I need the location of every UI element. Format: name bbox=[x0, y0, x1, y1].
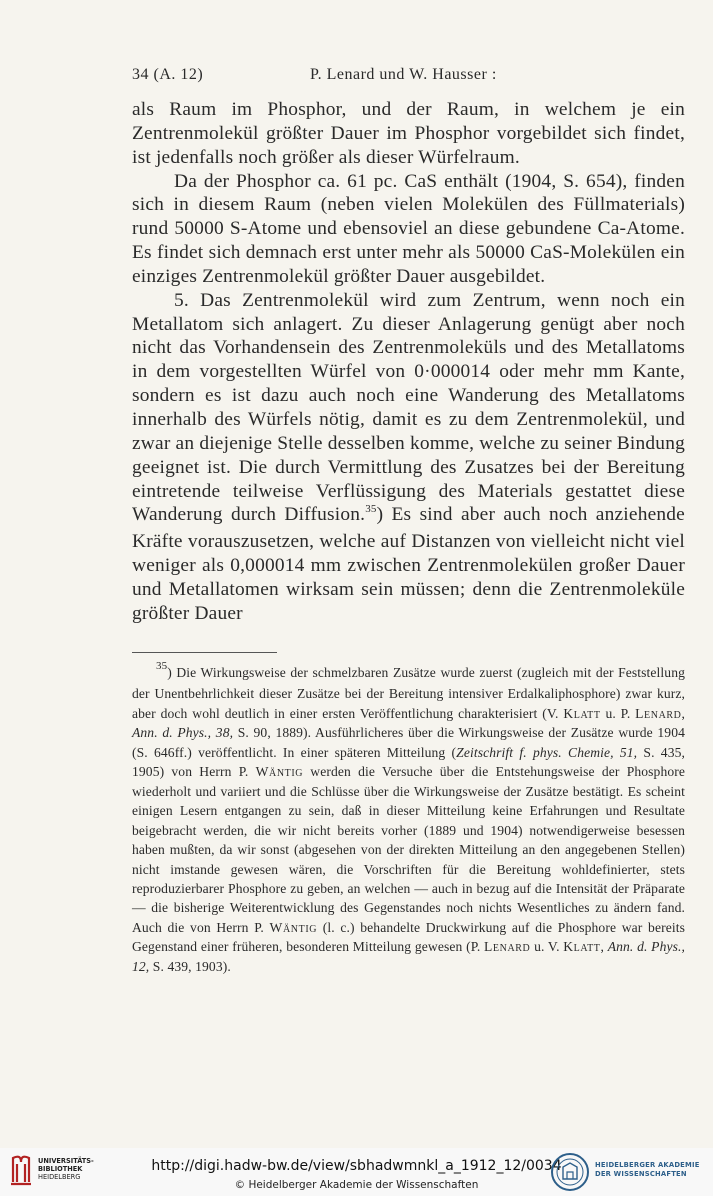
footnote-marker: 35 bbox=[156, 660, 168, 672]
paragraph-3-text-a: 5. Das Zentrenmolekül wird zum Zentrum, wenn noch ein Metallatom sich anlagert. Zu dieser Anlagerung genügt aber noch nicht das Vorhandensein des Zentrenmoleküls und des Metallatoms in dem vorgestellten Würfel von 0·000014 oder mehr mm Kante, sondern es ist dazu auch noch eine Wanderung des Metallatoms innerhalb des Würfels nötig, damit es zu dem Zentrenmolekül, und zwar an diejenige Stelle desselben komme, welche zu seiner Bindung geeignet ist. Die durch Vermittlung des Zusatzes bei der Bereitung eintretende teilweise Verflüssigung des Materials gestattet diese Wanderung durch Diffusion. bbox=[132, 289, 685, 526]
copyright-notice: © Heidelberger Akademie der Wissenschaften bbox=[234, 1179, 479, 1191]
footnote-text: S. 435, 1905) von Herrn P. bbox=[132, 744, 685, 780]
footnote-35 bbox=[132, 660, 686, 976]
author-name: Wäntig bbox=[255, 764, 304, 780]
author-name: Lenard bbox=[484, 939, 531, 955]
library-name-text: UNIVERSITÄTS- BIBLIOTHEK bbox=[38, 1157, 94, 1173]
footnote-text: , bbox=[681, 705, 686, 721]
paragraph-3 bbox=[132, 289, 685, 626]
permalink-url[interactable]: http://digi.hadw-bw.de/view/sbhadwmnkl_a_1912_12/0034 bbox=[151, 1158, 562, 1174]
citation: Ann. d. Phys., 12, bbox=[132, 939, 685, 974]
footnote-text: (l. c.) behandelte Druckwirkung auf die Phosphore war bereits Gegenstand einer früheren, besonderen Mitteilung gewesen (P. bbox=[132, 919, 685, 955]
academy-name[interactable] bbox=[595, 1161, 700, 1179]
paragraph-3-text-b: ) Es sind aber auch noch anziehende Kräfte vorauszusetzen, welche auf Distanzen von vielleicht nicht viel weniger als 0,000014 mm zwischen Zentrenmolekülen großer Dauer und Metallatomen wirksam sein müssen; denn die Zentrenmoleküle größter Dauer bbox=[132, 504, 685, 624]
footnote-reference[interactable]: 35 bbox=[365, 503, 377, 516]
academy-seal-icon[interactable] bbox=[550, 1152, 590, 1192]
footnote-text: ) Die Wirkungsweise der schmelzbaren Zusätze wurde zuerst (zugleich mit der Feststellung der Unentbehrlichkeit dieser Zusätze bei der Bereitung intensiver Erdalkaliphosphore) zwar kurz, aber doch wohl deutlich in einer ersten Veröffentlichung charakterisiert (V. bbox=[132, 665, 685, 721]
author-name: Wäntig bbox=[269, 919, 318, 935]
author-name: Lenard bbox=[635, 705, 682, 721]
author-name: Klatt bbox=[563, 939, 601, 955]
footnote-text: S. 439, 1903). bbox=[149, 958, 231, 974]
paragraph-1: als Raum im Phosphor, und der Raum, in welchem je ein Zentrenmolekül größter Dauer im Phosphor vorgebildet sich findet, ist jedenfalls noch größer als dieser Würfelraum. bbox=[132, 99, 685, 168]
paragraph-2: Da der Phosphor ca. 61 pc. CaS enthält (1904, S. 654), finden sich in diesem Raum (neben vielen Molekülen des Füllmaterials) rund 50000 S-Atome und ebensoviel an diese gebundene Ca-Atome. Es findet sich demnach erst unter mehr als 50000 CaS-Molekülen ein einziges Zentrenmolekül größter Dauer ausgebildet. bbox=[132, 170, 685, 287]
footnote bbox=[132, 660, 686, 976]
library-city: HEIDELBERG bbox=[38, 1173, 81, 1181]
citation: Zeitschrift f. phys. Chemie, 51, bbox=[456, 744, 638, 760]
footnote-text: , bbox=[600, 939, 608, 955]
footnote-text: werden die Versuche über die Entstehungsweise der Phosphore wiederholt und variiert und die Schlüsse über die Wirkungsweise der Zusätze bestätigt. Es scheint einigen Lesern entgangen zu sein, daß in dieser Mitteilung keine Erfahrungen und Resultate beigebracht werden, die wir nicht bereits vorher (1889 und 1904) notwendigerweise besessen haben mußten, da wir sonst (abgesehen von der direkten Mitteilung an den angegebenen Stellen) nicht imstande gewesen wären, die Vorschriften für die Bereitung wohldefinierter, stets reproduzierbarer Phosphore zu geben, an welchen — auch in bezug auf die Intensität der Präparate — die bisherige Weiterentwicklung des Gegenstandes noch nichts Wesentliches zu ändern fand. Auch die von Herrn P. bbox=[132, 764, 685, 935]
running-title: P. Lenard und W. Hausser : bbox=[310, 66, 497, 83]
academy-name-line-1: HEIDELBERGER AKADEMIE bbox=[595, 1161, 700, 1169]
citation: Ann. d. Phys., 38, bbox=[132, 725, 234, 741]
academy-name-line-2: DER WISSENSCHAFTEN bbox=[595, 1170, 687, 1178]
viewer-footer bbox=[0, 1148, 713, 1196]
footnote-text: u. P. bbox=[600, 705, 636, 721]
main-text bbox=[132, 98, 685, 626]
author-name: Klatt bbox=[563, 705, 601, 721]
footnote-text: u. V. bbox=[530, 939, 564, 955]
page-number: 34 (A. 12) bbox=[132, 66, 204, 83]
footnote-divider bbox=[132, 652, 277, 653]
footnote-text: S. 90, 1889). Ausführlicheres über die Wirkungsweise der Zusätze wurde 1904 (S. 646ff.) veröffentlicht. In einer späteren Mitteilung ( bbox=[132, 725, 686, 760]
